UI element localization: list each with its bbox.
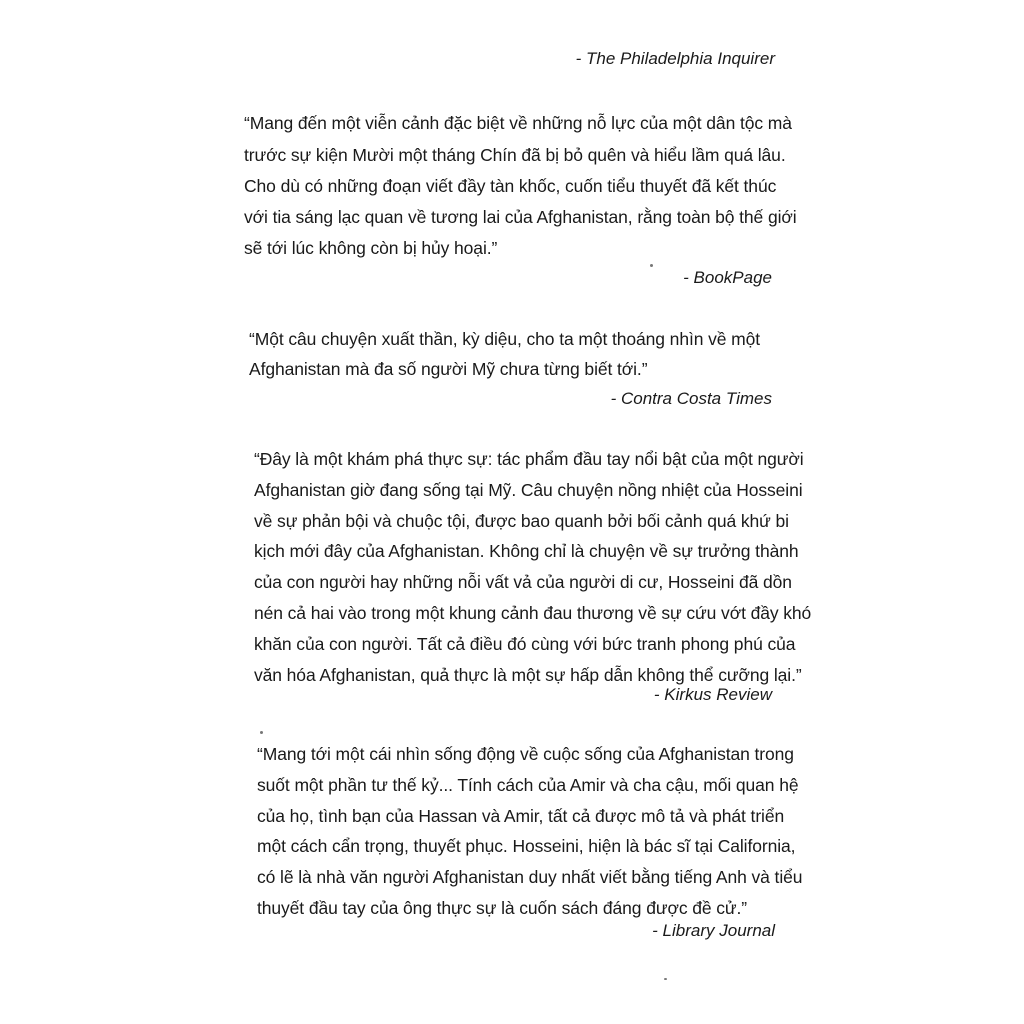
review-line: một cách cẩn trọng, thuyết phục. Hosseini, hiện là bác sĩ tại California, [257,836,796,856]
review-line: Afghanistan giờ đang sống tại Mỹ. Câu chuyện nồng nhiệt của Hosseini [254,480,803,500]
review-line: “Mang tới một cái nhìn sống động về cuộc sống của Afghanistan trong [257,744,794,764]
review-line: “Một câu chuyện xuất thần, kỳ diệu, cho ta một thoáng nhìn về một [249,329,761,349]
review-line: kịch mới đây của Afghanistan. Không chỉ là chuyện về sự trưởng thành [254,541,799,561]
review-line: Afghanistan mà đa số người Mỹ chưa từng biết tới.” [249,359,648,379]
review-line: “Mang đến một viễn cảnh đặc biệt về những nỗ lực của một dân tộc mà [244,113,792,133]
review-line: có lẽ là nhà văn người Afghanistan duy nhất viết bằng tiếng Anh và tiểu [257,867,803,887]
review-line: “Đây là một khám phá thực sự: tác phẩm đầu tay nổi bật của một người [254,449,804,469]
review-line: với tia sáng lạc quan về tương lai của Afghanistan, rằng toàn bộ thế giới [244,207,797,227]
review-source: - Kirkus Review [653,685,772,704]
scan-speck [650,264,653,267]
review-source: - Contra Costa Times [610,389,772,408]
review-source: - The Philadelphia Inquirer [575,49,775,68]
review-line: của con người hay những nỗi vất vả của người di cư, Hosseini đã dồn [254,572,792,592]
scan-speck [260,731,263,734]
review-line: suốt một phần tư thế kỷ... Tính cách của Amir và cha cậu, mối quan hệ [257,775,799,795]
review-line: của họ, tình bạn của Hassan và Amir, tất cả được mô tả và phát triển [257,806,785,826]
review-line: sẽ tới lúc không còn bị hủy hoại.” [244,238,498,258]
review-line: trước sự kiện Mười một tháng Chín đã bị bỏ quên và hiểu lầm quá lâu. [244,145,786,165]
review-source: - BookPage [683,268,772,287]
scan-speck [664,978,667,980]
review-line: Cho dù có những đoạn viết đầy tàn khốc, cuốn tiểu thuyết đã kết thúc [244,176,777,196]
review-line: văn hóa Afghanistan, quả thực là một sự hấp dẫn không thể cưỡng lại.” [254,665,802,685]
review-line: về sự phản bội và chuộc tội, được bao quanh bởi bối cảnh quá khứ bi [254,511,789,531]
review-line: thuyết đầu tay của ông thực sự là cuốn sách đáng được đề cử.” [257,898,748,918]
review-source: - Library Journal [652,921,775,940]
review-line: nén cả hai vào trong một khung cảnh đau thương về sự cứu vớt đầy khó [254,603,812,623]
review-line: khăn của con người. Tất cả điều đó cùng với bức tranh phong phú của [254,634,796,654]
